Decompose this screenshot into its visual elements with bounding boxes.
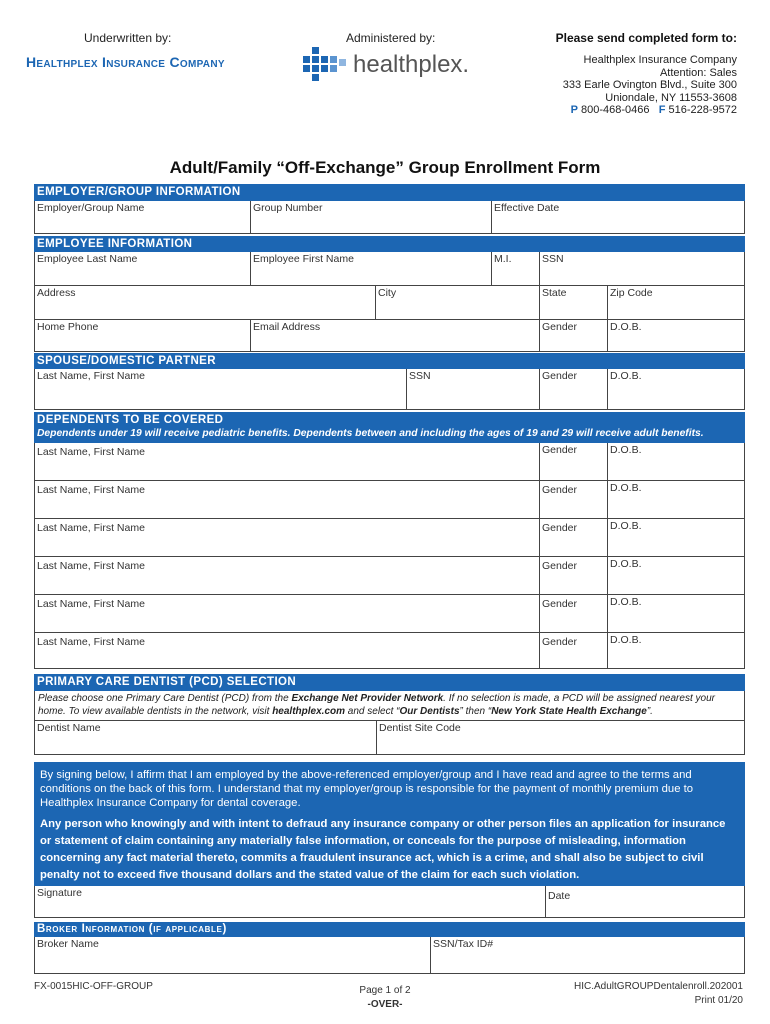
doc-code: HIC.AdultGROUPDentalenroll.202001 [574,981,743,992]
section-heading: EMPLOYEE INFORMATION [34,236,745,252]
pcd-network-name: Exchange Net Provider Network [291,693,444,704]
dependent-row [34,595,745,633]
attestation-section [34,762,745,918]
employee-last-name-field[interactable]: Employee Last Name [35,252,251,285]
section-heading: Broker Information (if applicable) [34,922,745,937]
attestation-box [34,762,745,886]
pcd-website: healthplex.com [272,706,346,717]
pcd-menu-our-dentists: Our Dentists [399,706,460,717]
dependent-gender-field[interactable]: Gender [540,481,608,518]
employer-name-field[interactable]: Employer/Group Name [35,201,251,233]
form-title: Adult/Family “Off-Exchange” Group Enrollment Form [169,158,601,177]
dependent-dob-field[interactable]: D.O.B. [610,482,642,494]
dentist-name-field[interactable]: Dentist Name [35,721,377,754]
address-line: Uniondale, NY 11553-3608 [605,91,737,104]
state-field[interactable]: State [540,286,608,319]
pcd-note-text: and select “ [345,706,400,717]
print-date: Print 01/20 [694,995,743,1006]
pcd-instructions [34,691,745,721]
dependent-name-field[interactable]: Last Name, First Name [35,443,540,480]
address-line: Attention: Sales [659,66,737,79]
phone-number: 800-468-0466 [581,104,650,116]
email-field[interactable]: Email Address [251,320,540,351]
phone-fax-line [563,104,737,117]
dentist-site-code-field[interactable]: Dentist Site Code [379,722,461,734]
dependents-note: Dependents under 19 will receive pediatric benefits. Dependents between and including the ages of 19 and 29 will receive adult benefits. [37,428,704,439]
pcd-note-text: Please choose one Primary Care Dentist (PCD) from the [38,693,292,704]
dependent-name-field[interactable]: Last Name, First Name [35,557,540,594]
dependent-row [34,633,745,669]
dependent-gender-field[interactable]: Gender [540,595,608,632]
over-label: -OVER- [367,999,403,1010]
dependents-heading-bar [34,412,745,443]
dependent-row [34,443,745,481]
address-line: 333 Earle Ovington Blvd., Suite 300 [562,79,737,91]
mailing-address [563,54,737,117]
broker-section [34,922,745,974]
dependent-row [34,557,745,595]
spouse-ssn-field[interactable]: SSN [407,369,540,409]
section-heading: PRIMARY CARE DENTIST (PCD) SELECTION [34,674,745,691]
dependent-gender-field[interactable]: Gender [540,633,608,668]
healthplex-logo-icon [303,46,349,82]
address-field[interactable]: Address [35,286,376,319]
spouse-name-field[interactable]: Last Name, First Name [35,369,407,409]
section-heading: EMPLOYER/GROUP INFORMATION [34,184,745,201]
dependent-gender-field[interactable]: Gender [540,519,608,556]
employee-first-name-field[interactable]: Employee First Name [251,252,492,285]
administered-label: Administered by: [346,31,436,45]
dependent-dob-field[interactable]: D.O.B. [610,634,642,646]
send-title: Please send completed form to: [555,31,737,45]
home-phone-field[interactable]: Home Phone [35,320,251,351]
employee-gender-field[interactable]: Gender [540,320,608,351]
affirmation-text: By signing below, I affirm that I am employed by the above-referenced employer/group and I have read and agree to the terms and conditions on the back of this form. I understand that my employer/group is responsible for the payment of monthly premium due to Healthplex Insurance Company for dental coverage. [40,769,694,809]
section-heading: SPOUSE/DOMESTIC PARTNER [34,353,745,369]
dependent-name-field[interactable]: Last Name, First Name [35,481,540,518]
zip-code-field[interactable]: Zip Code [610,287,653,299]
pcd-note-text: ” then “ [459,706,492,717]
underwriter-logo: Healthplex Insurance Company [26,54,225,70]
pcd-note-text: . If no selection is made, a PCD will be assigned nearest your home. To view available dentists in the network, visit [38,693,715,717]
effective-date-field[interactable]: Effective Date [494,202,560,214]
fraud-warning-text: Any person who knowingly and with intent to defraud any insurance company or other person files an application for insurance or statement of claim containing any materially false information, or conceals for the purpose of misleading, information concerning any fact material thereto, commits a fraudulent insurance act, which is a crime, and shall also be subject to civil penalty not to exceed five thousand dollars and the stated value of the claim for each such violation. [40,818,726,881]
address-line: Healthplex Insurance Company [583,54,737,66]
section-heading: DEPENDENTS TO BE COVERED [37,414,224,426]
dependent-dob-field[interactable]: D.O.B. [610,558,642,570]
dependent-gender-field[interactable]: Gender [540,557,608,594]
broker-tax-id-field[interactable]: SSN/Tax ID# [433,938,494,950]
signature-date-field[interactable]: Date [548,890,571,902]
employee-dob-field[interactable]: D.O.B. [610,321,642,333]
pcd-note-text: ”. [646,706,653,717]
underwritten-label: Underwritten by: [84,31,172,45]
dependent-name-field[interactable]: Last Name, First Name [35,595,540,632]
pcd-menu-exchange: New York State Health Exchange [491,706,647,717]
spouse-dob-field[interactable]: D.O.B. [610,370,642,382]
spouse-section [34,353,745,410]
signature-field[interactable]: Signature [35,886,546,917]
dependent-row [34,519,745,557]
fax-number: 516-228-9572 [668,104,737,116]
form-id: FX-0015HIC-OFF-GROUP [34,981,153,992]
dependent-gender-field[interactable]: Gender [540,443,608,480]
dependent-name-field[interactable]: Last Name, First Name [35,519,540,556]
dependent-dob-field[interactable]: D.O.B. [610,596,642,608]
mi-field[interactable]: M.I. [492,252,540,285]
dependent-dob-field[interactable]: D.O.B. [610,520,642,532]
dependent-name-field[interactable]: Last Name, First Name [35,633,540,668]
fax-prefix: F [658,104,666,116]
group-number-field[interactable]: Group Number [251,201,492,233]
dependents-section [34,412,745,669]
page-number: Page 1 of 2 [359,985,411,996]
broker-name-field[interactable]: Broker Name [35,937,431,973]
employer-section [34,184,745,234]
employee-ssn-field[interactable]: SSN [542,253,564,265]
dependent-dob-field[interactable]: D.O.B. [610,444,642,456]
spouse-gender-field[interactable]: Gender [540,369,608,409]
employee-section [34,236,745,352]
city-field[interactable]: City [376,286,540,319]
dependent-row [34,481,745,519]
phone-prefix: P [570,104,578,116]
healthplex-logo-text: healthplex. [353,51,470,78]
pcd-section [34,674,745,755]
